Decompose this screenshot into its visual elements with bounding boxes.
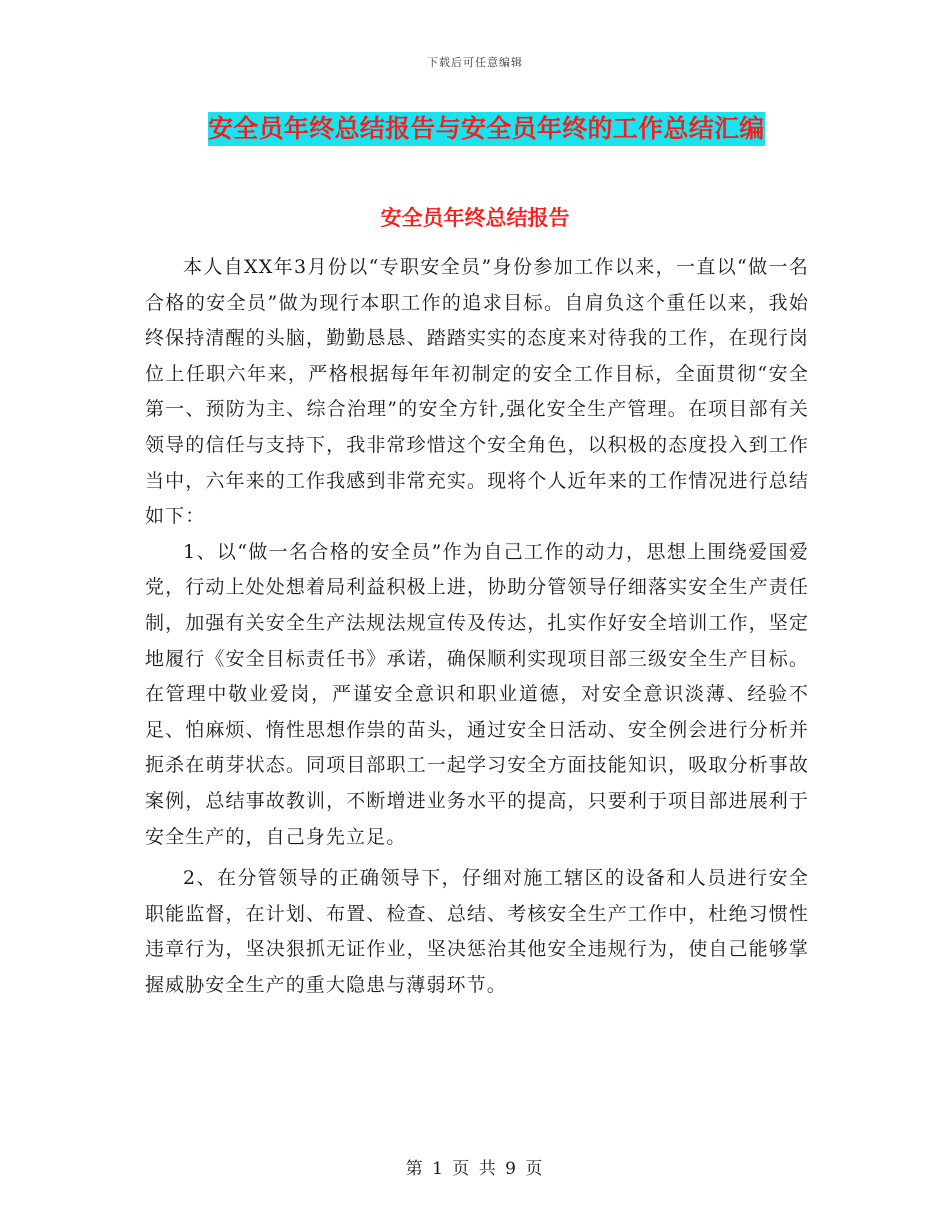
document-body — [145, 250, 809, 1003]
document-sub-title: 安全员年终总结报告 — [380, 206, 570, 230]
page-number-footer: 第 1 页 共 9 页 — [405, 1159, 545, 1179]
paragraph-item-1: 1、以“做一名合格的安全员”作为自己工作的动力，思想上围绕爱国爱党，行动上处处想着局利益积极上进，协助分管领导仔细落实安全生产责任制，加强有关安全生产法规法规宣传及传达，扎实作好安全培训工作，坚定地履行《安全目标责任书》承诺，确保顺利实现项目部三级安全生产目标。在管理中敬业爱岗，严谨安全意识和职业道德，对安全意识淡薄、经验不足、怕麻烦、惰性思想作祟的苗头，通过安全日活动、安全例会进行分析并扼杀在萌芽状态。同项目部职工一起学习安全方面技能知识，吸取分析事故案例，总结事故教训，不断增进业务水平的提高，只要利于项目部进展利于安全生产的，自己身先立足。 — [145, 540, 809, 848]
header-note: 下载后可任意编辑 — [427, 56, 523, 69]
paragraph-item-2: 2、在分管领导的正确领导下，仔细对施工辖区的设备和人员进行安全职能监督，在计划、布置、检查、总结、考核安全生产工作中，杜绝习惯性违章行为，坚决狠抓无证作业，坚决惩治其他安全违规行为，使自己能够掌握威胁安全生产的重大隐患与薄弱环节。 — [145, 867, 809, 996]
document-main-title: 安全员年终总结报告与安全员年终的工作总结汇编 — [208, 112, 765, 146]
paragraph-intro: 本人自XX年3月份以“专职安全员”身份参加工作以来，一直以“做一名合格的安全员”做为现行本职工作的追求目标。自肩负这个重任以来，我始终保持清醒的头脑，勤勤恳恳、踏踏实实的态度来对待我的工作，在现行岗位上任职六年来，严格根据每年年初制定的安全工作目标，全面贯彻“安全第一、预防为主、综合治理”的安全方针,强化安全生产管理。在项目部有关领导的信任与支持下，我非常珍惜这个安全角色，以积极的态度投入到工作当中，六年来的工作我感到非常充实。现将个人近年来的工作情况进行总结如下： — [145, 256, 809, 528]
